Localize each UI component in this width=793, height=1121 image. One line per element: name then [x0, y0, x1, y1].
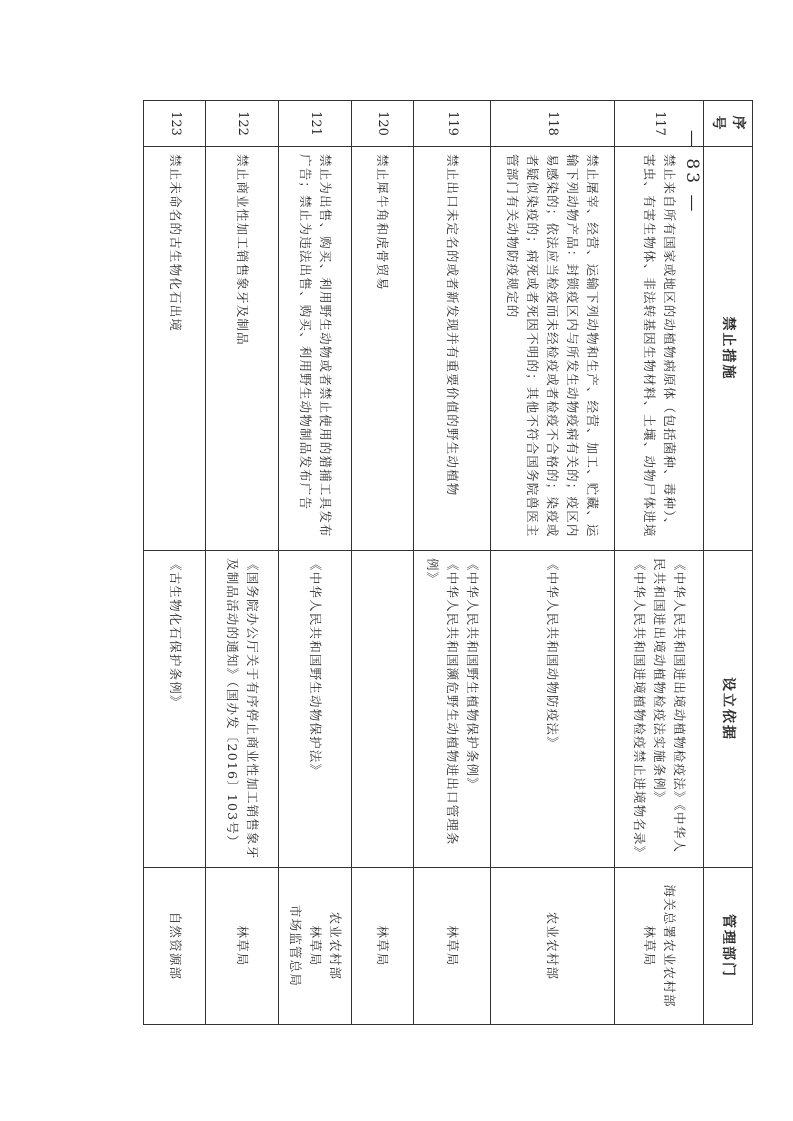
row-basis	[414, 551, 491, 868]
row-department	[615, 868, 704, 1025]
department-line: 农业农村部	[545, 911, 561, 981]
department-line: 林草局	[307, 925, 323, 967]
row-seq: 117	[615, 101, 704, 147]
page-number: — 83 —	[682, 130, 702, 215]
row-measure: 禁止屠宰、经营、运输下列动物和生产、经营、加工、贮藏、运输下列动物产品：封锁疫区内与所发生动物疫病有关的；疫区内易感染的；依法应当检疫而未经检疫或者检疫不合格的；染疫或者疑似染疫的；病死或者死因不明的；其他不符合国务院兽医主管部门有关动物防疫规定的	[490, 147, 615, 551]
row-basis	[490, 551, 615, 868]
row-measure: 禁止出口未定名的或者新发现并有重要价值的野生动植物	[414, 147, 491, 551]
row-measure: 禁止为出售、购买、利用野生动物或者禁止使用的猎捕工具发布广告；禁止为违法出售、购买、利用野生动物制品发布广告	[278, 147, 351, 551]
table-row	[144, 101, 206, 1025]
table-row	[414, 101, 491, 1025]
department-line: 林草局	[234, 925, 250, 967]
header-department: 管理部门	[703, 868, 752, 1025]
row-basis	[278, 551, 351, 868]
row-department	[144, 868, 206, 1025]
row-seq: 122	[206, 101, 278, 147]
row-measure: 禁止未命名的古生物化石出境	[144, 147, 206, 551]
row-basis	[615, 551, 704, 868]
header-basis: 设立依据	[703, 551, 752, 868]
row-basis	[206, 551, 278, 868]
basis-line: 《中华人民共和国濒危野生动植物进出口管理条例》	[424, 558, 460, 846]
table-row	[206, 101, 278, 1025]
department-line: 农业农村部	[327, 911, 343, 981]
basis-line: 《中华人民共和国动物防疫法》	[545, 558, 561, 750]
row-department	[278, 868, 351, 1025]
row-department	[414, 868, 491, 1025]
basis-line: 《中华人民共和国野生动物保护法》	[307, 558, 323, 778]
table-row	[351, 101, 413, 1025]
header-measure: 禁止措施	[703, 147, 752, 551]
table-row	[615, 101, 704, 1025]
department-line: 自然资源部	[167, 911, 183, 981]
row-department	[206, 868, 278, 1025]
row-seq: 120	[351, 101, 413, 147]
prohibition-table	[143, 100, 753, 1025]
department-line: 林草局	[444, 925, 460, 967]
department-line: 林草局	[642, 925, 658, 967]
row-measure: 禁止来自所有国家或地区的动植物病原体（包括菌种、毒种）、害虫、有害生物体、非法转基因生物材料、土壤、动物尸体进境	[615, 147, 704, 551]
basis-line: 《中华人民共和国进出境动植物检疫法》《中华人民共和国进出境动植物检疫法实施条例》	[652, 558, 688, 854]
rotated-table-page	[143, 100, 753, 1024]
row-seq: 118	[490, 101, 615, 147]
table-row	[278, 101, 351, 1025]
row-measure: 禁止犀牛角和虎骨贸易	[351, 147, 413, 551]
row-seq: 119	[414, 101, 491, 147]
row-department	[490, 868, 615, 1025]
department-line: 林草局	[375, 925, 391, 967]
row-basis	[351, 551, 413, 868]
basis-line: 《中华人民共和国进境植物检疫禁止进境物名录》	[632, 558, 648, 860]
table-row	[490, 101, 615, 1025]
header-seq: 序号	[703, 101, 752, 147]
department-line: 市场监管总局	[287, 904, 303, 988]
row-department	[351, 868, 413, 1025]
basis-line: 《中华人民共和国野生植物保护条例》	[464, 558, 480, 791]
basis-line: 《古生物化石保护条例》	[167, 558, 183, 709]
department-line: 海关总署农业农村部	[662, 884, 678, 1008]
row-measure: 禁止商业性加工销售象牙及制品	[206, 147, 278, 551]
row-basis	[144, 551, 206, 868]
table-header-row	[703, 101, 752, 1025]
row-seq: 123	[144, 101, 206, 147]
basis-line: 《国务院办公厅关于有序停止商业性加工销售象牙及制品活动的通知》（国办发〔2016〕103号）	[224, 558, 260, 860]
row-seq: 121	[278, 101, 351, 147]
